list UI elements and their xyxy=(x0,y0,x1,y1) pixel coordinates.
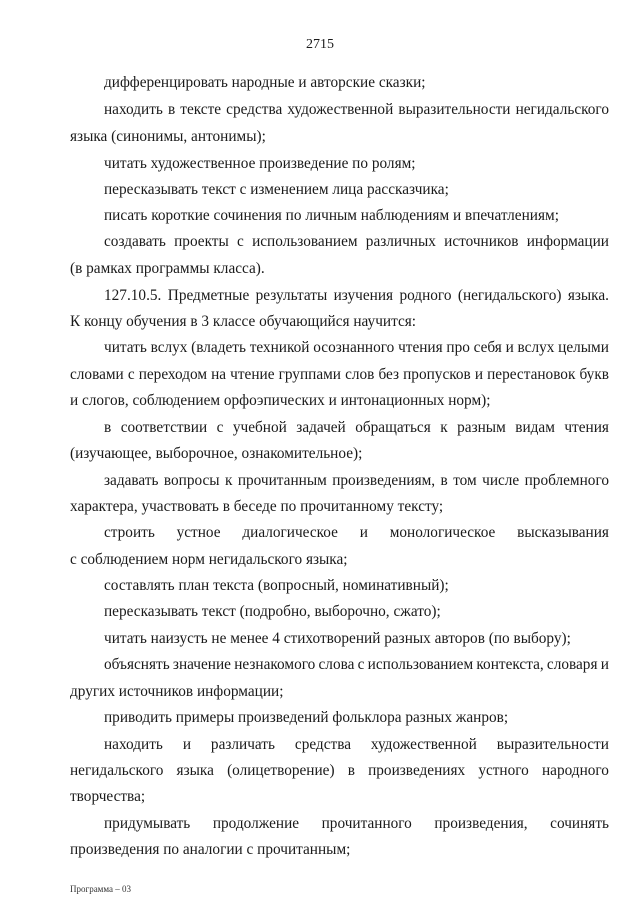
word: учебной xyxy=(232,419,287,436)
text-line-28: творчества; xyxy=(70,788,146,805)
text-line-22: читать наизусть не менее 4 стихотворений разных авторов (по выбору); xyxy=(104,630,571,647)
word: объяснять xyxy=(104,656,170,673)
word: тексте xyxy=(180,101,222,118)
word: перестановок xyxy=(487,366,576,383)
word: средства xyxy=(294,736,351,753)
word: проблемного xyxy=(524,472,609,489)
word: создавать xyxy=(104,233,166,250)
word: с xyxy=(216,419,224,436)
section-heading-line xyxy=(104,287,609,305)
word: (негидальского) xyxy=(457,287,562,304)
word: в xyxy=(104,419,112,436)
word: продолжение xyxy=(212,815,300,832)
word: языка xyxy=(176,762,214,779)
word: источников xyxy=(444,233,519,250)
text-line-30: произведения по аналогии с прочитанным; xyxy=(70,841,351,858)
word: прочитанным xyxy=(237,472,327,489)
word: к xyxy=(225,472,233,489)
word: в xyxy=(167,101,176,118)
word: сочинять xyxy=(550,815,609,832)
word: и xyxy=(474,366,484,383)
word: слов xyxy=(345,366,375,383)
word: проекты xyxy=(174,233,229,250)
text-line-24: других источников информации; xyxy=(70,683,284,700)
word: с xyxy=(127,366,135,383)
word: том xyxy=(453,472,477,489)
word: целыми xyxy=(558,339,609,356)
word: букв xyxy=(579,366,609,383)
word: видам xyxy=(515,419,555,436)
word: словаря xyxy=(546,656,598,673)
word: на xyxy=(211,366,227,383)
text-line-6: писать короткие сочинения по личным наблюдениям и впечатлениям; xyxy=(104,207,559,224)
word: языка. xyxy=(567,287,609,304)
word: вслух xyxy=(150,339,188,356)
word: выразительности xyxy=(398,101,511,118)
word: вопросы xyxy=(163,472,220,489)
word: диалогическое xyxy=(242,524,338,541)
word: (владеть xyxy=(191,339,246,356)
word: произведениях xyxy=(368,762,466,779)
word: в xyxy=(440,472,448,489)
word: произведениям, xyxy=(332,472,436,489)
word: средства xyxy=(226,101,283,118)
text-line-11 xyxy=(104,339,609,357)
word: про xyxy=(446,339,470,356)
word: монологическое xyxy=(389,524,496,541)
text-line-5: пересказывать текст с изменением лица рассказчика; xyxy=(104,181,449,198)
text-line-20: составлять план текста (вопросный, номинативный); xyxy=(104,577,449,594)
word: переходом xyxy=(138,366,208,383)
word: устного xyxy=(478,762,529,779)
word: Предметные xyxy=(167,287,250,304)
word: результаты xyxy=(255,287,328,304)
text-line-10: К концу обучения в 3 классе обучающийся научится: xyxy=(70,313,417,330)
word: с xyxy=(357,656,365,673)
word: в xyxy=(347,762,355,779)
word: и xyxy=(359,524,368,541)
word: информации xyxy=(526,233,609,250)
word: соответствии xyxy=(120,419,208,436)
text-line-17: характера, участвовать в беседе по прочитанному тексту; xyxy=(70,498,444,515)
text-line-29 xyxy=(104,815,609,833)
word: разным xyxy=(457,419,506,436)
word: обращаться xyxy=(355,419,431,436)
word: 127.10.5. xyxy=(104,287,162,304)
word: пропусков xyxy=(403,366,471,383)
text-line-4: читать художественное произведение по ролям; xyxy=(104,155,416,172)
word: с xyxy=(237,233,244,250)
word: использованием xyxy=(367,656,474,673)
word: слова xyxy=(318,656,355,673)
word: чтения xyxy=(564,419,609,436)
text-line-19: с соблюдением норм негидальского языка; xyxy=(70,551,348,568)
word: себя xyxy=(473,339,502,356)
page-footer: Программа – 03 xyxy=(70,884,132,894)
word: значение xyxy=(172,656,231,673)
text-line-8: (в рамках программы класса). xyxy=(70,260,265,277)
word: чтение xyxy=(230,366,275,383)
word: задавать xyxy=(104,472,159,489)
word: осознанного xyxy=(313,339,395,356)
text-line-7 xyxy=(104,233,609,251)
text-line-23 xyxy=(104,656,609,674)
text-line-26 xyxy=(104,736,609,754)
word: строить xyxy=(104,524,155,541)
text-line-14 xyxy=(104,419,609,437)
page-number: 2715 xyxy=(306,37,334,52)
word: числе xyxy=(482,472,520,489)
word: художественной xyxy=(370,736,477,753)
word: словами xyxy=(70,366,124,383)
word: (олицетворение) xyxy=(227,762,335,779)
text-line-1: дифференцировать народные и авторские сказки; xyxy=(104,74,426,91)
text-line-27 xyxy=(70,762,609,780)
word: использованием xyxy=(252,233,358,250)
word: различных xyxy=(365,233,436,250)
word: техникой xyxy=(249,339,310,356)
text-line-21: пересказывать текст (подробно, выборочно, сжато); xyxy=(104,603,441,620)
word: вслух xyxy=(517,339,555,356)
word: задачей xyxy=(296,419,346,436)
text-line-18 xyxy=(104,524,609,542)
word: группами xyxy=(278,366,341,383)
word: народного xyxy=(541,762,609,779)
word: произведения, xyxy=(434,815,528,832)
word: и xyxy=(182,736,191,753)
word: без xyxy=(378,366,400,383)
word: художественной xyxy=(287,101,394,118)
text-line-3: языка (синонимы, антонимы); xyxy=(70,128,266,145)
word: изучения xyxy=(333,287,394,304)
text-line-13: и слогов, соблюдением орфоэпических и интонационных норм); xyxy=(70,392,491,409)
word: контекста, xyxy=(476,656,544,673)
word: негидальского xyxy=(70,762,164,779)
word: находить xyxy=(104,101,163,118)
word: родного xyxy=(399,287,452,304)
text-line-12 xyxy=(70,366,609,384)
word: чтения xyxy=(398,339,443,356)
text-line-15: (изучающее, выборочное, ознакомительное); xyxy=(70,445,363,462)
word: выразительности xyxy=(496,736,609,753)
word: читать xyxy=(104,339,147,356)
word: негидальского xyxy=(515,101,609,118)
word: находить xyxy=(104,736,163,753)
word: прочитанного xyxy=(321,815,412,832)
text-line-25: приводить примеры произведений фольклора разных жанров; xyxy=(104,709,509,726)
word: и xyxy=(505,339,514,356)
word: к xyxy=(440,419,448,436)
word: высказывания xyxy=(517,524,609,541)
text-line-2 xyxy=(104,101,609,119)
text-line-16 xyxy=(104,472,609,490)
word: различать xyxy=(210,736,275,753)
word: и xyxy=(600,656,609,673)
word: устное xyxy=(176,524,221,541)
word: придумывать xyxy=(104,815,191,832)
word: незнакомого xyxy=(234,656,316,673)
